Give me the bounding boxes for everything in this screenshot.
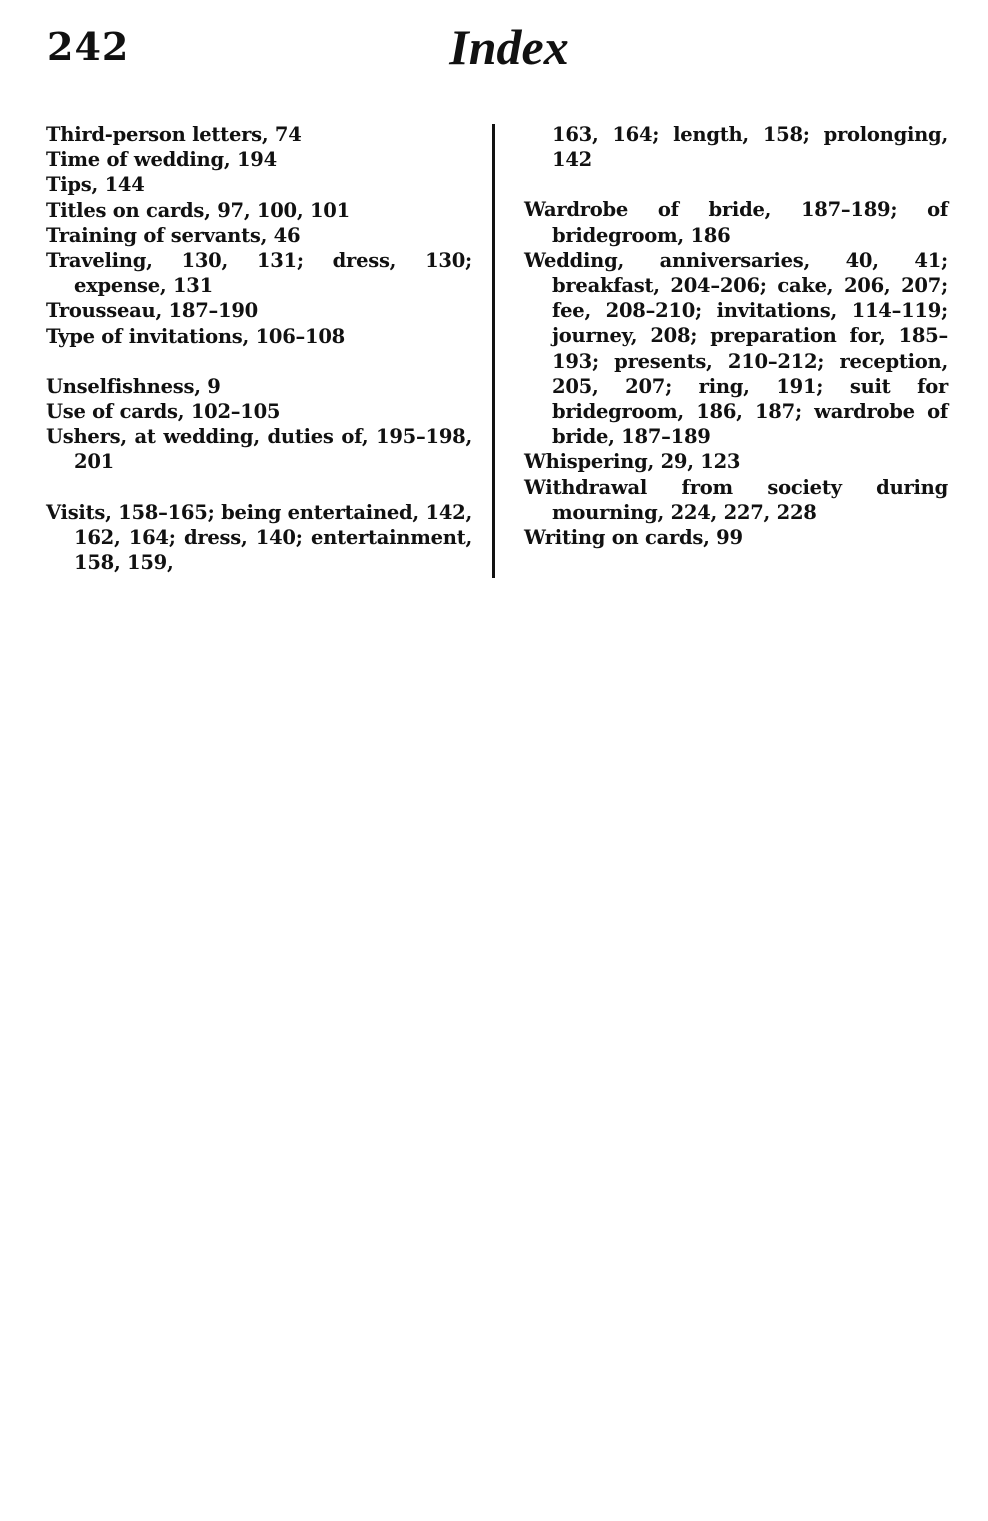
index-entry: Withdrawal from society during mourning, 224, 227, 228 — [524, 475, 948, 524]
index-entry: Ushers, at wedding, duties of, 195–198, 201 — [46, 425, 472, 474]
index-entry: Unselfishness, 9 — [46, 374, 221, 398]
index-entry: Training of servants, 46 — [46, 223, 301, 247]
index-entry: Type of invitations, 106–108 — [46, 324, 345, 348]
index-entry: Titles on cards, 97, 100, 101 — [46, 198, 350, 222]
section-gap — [46, 475, 472, 500]
index-entry: Wedding, anniversaries, 40, 41; breakfast, 204–206; cake, 206, 207; fee, 208–210; invitations, 114–119; journey, 208; preparation for, 185–193; presents, 210–212; reception, 205, 207; ring, 191; suit for bridegroom, 186, 187; wardrobe of bride, 187–189 — [524, 248, 948, 449]
index-entry-continued: 163, 164; length, 158; prolonging, 142 — [552, 123, 948, 172]
index-entry: Time of wedding, 194 — [46, 148, 277, 172]
index-entry: Writing on cards, 99 — [524, 526, 743, 550]
section-gap — [46, 349, 472, 374]
index-entry: Traveling, 130, 131; dress, 130; expense, 131 — [46, 249, 472, 298]
index-entry: Visits, 158–165; being entertained, 142, 162, 164; dress, 140; entertainment, 158, 159, — [46, 500, 472, 575]
index-entry: Wardrobe of bride, 187–189; of bridegroom, 186 — [524, 198, 948, 247]
column-rule — [492, 124, 495, 578]
index-entry: Tips, 144 — [46, 173, 145, 197]
index-column-left — [46, 122, 472, 575]
index-entry: Trousseau, 187–190 — [46, 299, 258, 323]
section-gap — [524, 172, 948, 197]
index-entry: Use of cards, 102–105 — [46, 400, 281, 424]
index-column-right — [524, 122, 948, 550]
index-entry: Third-person letters, 74 — [46, 123, 302, 146]
page-number: 242 — [47, 24, 130, 69]
index-entry: Whispering, 29, 123 — [524, 450, 741, 474]
running-head: Index — [449, 19, 569, 75]
